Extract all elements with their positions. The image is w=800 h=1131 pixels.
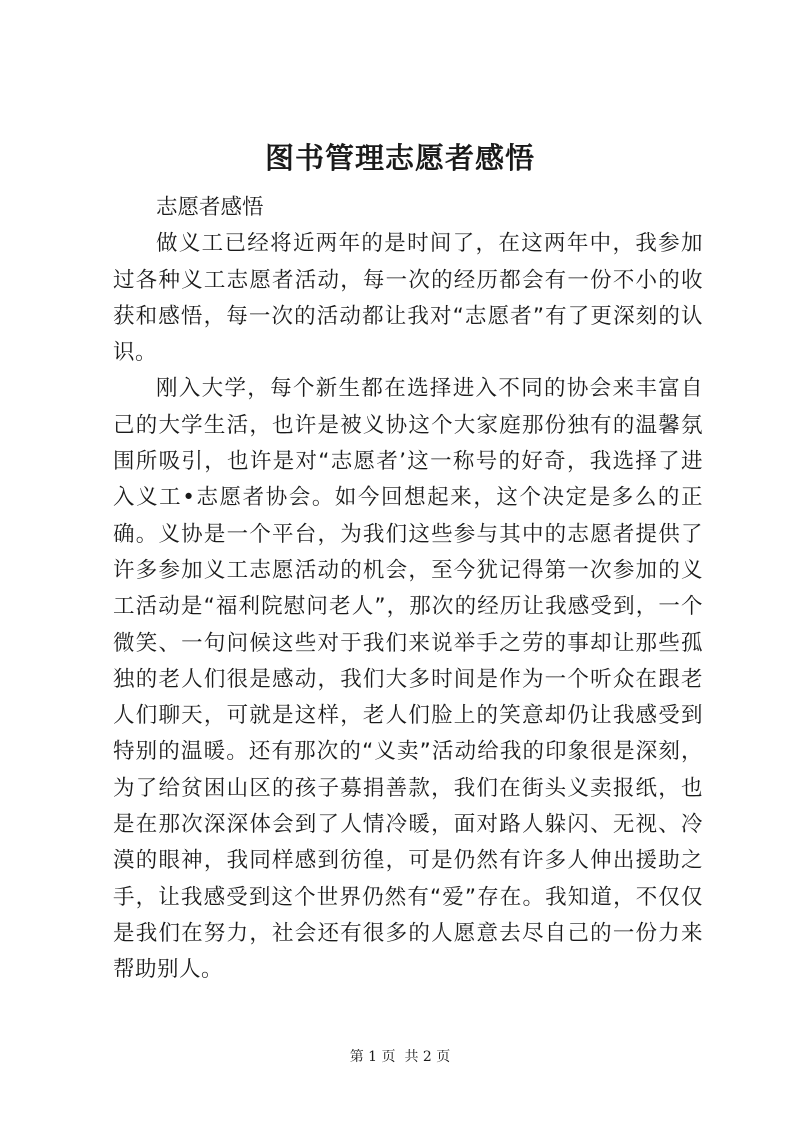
paragraph-2: 刚入大学，每个新生都在选择进入不同的协会来丰富自己的大学生活，也许是被义协这个大家庭那份独有的温馨氛围所吸引，也许是对“志愿者’这一称号的好奇，我选择了进入义工•志愿者协会。如今回想起来，这个决定是多么的正确。义协是一个平台，为我们这些参与其中的志愿者提供了许多参加义工志愿活动的机会，至今犹记得第一次参加的义工活动是“福利院慰问老人”，那次的经历让我感受到，一个微笑、一句问候这些对于我们来说举手之劳的事却让那些孤独的老人们很是感动，我们大多时间是作为一个听众在跟老人们聊天，可就是这样，老人们脸上的笑意却仍让我感受到特别的温暖。还有那次的“义卖”活动给我的印象很是深刻，为了给贫困山区的孩子募捐善款，我们在街头义卖报纸，也是在那次深深体会到了人情冷暖，面对路人躲闪、无视、冷漠的眼神，我同样感到彷徨，可是仍然有许多人伸出援助之手，让我感受到这个世界仍然有“爱”存在。我知道，不仅仅是我们在努力，社会还有很多的人愿意去尽自己的一份力来帮助别人。 <box>113 376 703 983</box>
paragraph-1: 做义工已经将近两年的是时间了，在这两年中，我参加过各种义工志愿者活动，每一次的经历都会有一份不小的收获和感悟，每一次的活动都让我对“志愿者”有了更深刻的认识。 <box>113 231 703 366</box>
document-body <box>113 190 703 989</box>
page-title: 图书管理志愿者感悟 <box>264 141 535 175</box>
page-footer <box>0 1047 800 1067</box>
page-number-label: 第 1 页 共 2 页 <box>349 1049 451 1065</box>
section-subheading: 志愿者感悟 <box>156 195 264 220</box>
